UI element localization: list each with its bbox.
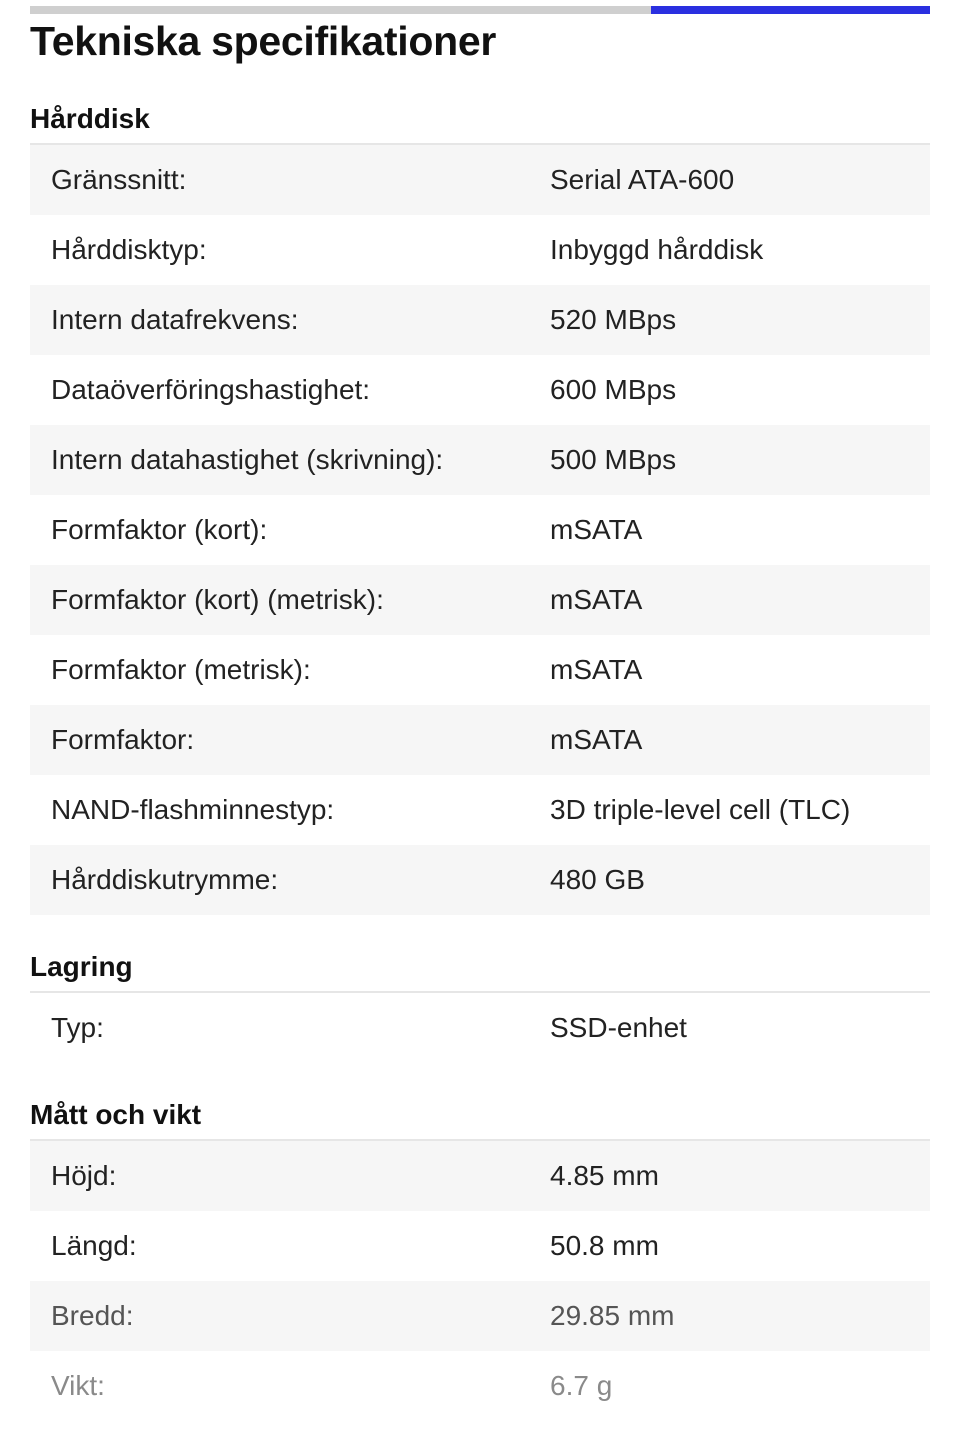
spec-value: 500 MBps xyxy=(550,444,677,475)
spec-label: Dataöverföringshastighet: xyxy=(51,374,371,405)
spec-value: mSATA xyxy=(550,724,643,755)
spec-row xyxy=(30,425,930,495)
section-title-lagring: Lagring xyxy=(30,951,133,982)
spec-label: Formfaktor: xyxy=(51,724,195,755)
spec-label: Formfaktor (kort) (metrisk): xyxy=(51,584,384,615)
spec-label: Hårddiskutrymme: xyxy=(51,864,279,895)
spec-value: SSD-enhet xyxy=(550,1012,687,1043)
spec-label: Intern datafrekvens: xyxy=(51,304,299,335)
spec-value: 50.8 mm xyxy=(550,1230,659,1261)
section-lagring xyxy=(30,943,930,1063)
spec-row xyxy=(30,355,930,425)
scroll-progress-fill xyxy=(651,6,930,14)
spec-row xyxy=(30,1141,930,1211)
spec-label: Längd: xyxy=(51,1230,137,1261)
spec-row xyxy=(30,215,930,285)
spec-value: mSATA xyxy=(550,584,643,615)
spec-value: 4.85 mm xyxy=(550,1160,659,1191)
spec-row xyxy=(30,845,930,915)
spec-label: Gränssnitt: xyxy=(51,164,187,195)
spec-row xyxy=(30,635,930,705)
spec-value: Inbyggd hårddisk xyxy=(550,234,764,265)
spec-value: Serial ATA-600 xyxy=(550,164,735,195)
spec-row xyxy=(30,285,930,355)
spec-row xyxy=(30,1281,930,1351)
spec-value: 29.85 mm xyxy=(550,1300,675,1331)
spec-row xyxy=(30,993,930,1063)
spec-label: Hårddisktyp: xyxy=(51,234,207,265)
spec-label: Formfaktor (metrisk): xyxy=(51,654,311,685)
spec-label: NAND-flashminnestyp: xyxy=(51,794,335,825)
spec-table-lagring xyxy=(30,991,930,1063)
spec-value: 6.7 g xyxy=(550,1370,613,1401)
section-harddisk xyxy=(30,95,930,915)
spec-value: 520 MBps xyxy=(550,304,677,335)
spec-label: Intern datahastighet (skrivning): xyxy=(51,444,444,475)
spec-label: Vikt: xyxy=(51,1370,105,1401)
spec-row xyxy=(30,145,930,215)
spec-label: Höjd: xyxy=(51,1160,117,1191)
spec-value: mSATA xyxy=(550,514,643,545)
spec-value: mSATA xyxy=(550,654,643,685)
section-title-matt-och-vikt: Mått och vikt xyxy=(30,1099,202,1130)
spec-row xyxy=(30,775,930,845)
spec-label: Formfaktor (kort): xyxy=(51,514,268,545)
section-title-harddisk: Hårddisk xyxy=(30,103,150,134)
spec-row xyxy=(30,1351,930,1421)
spec-row xyxy=(30,1211,930,1281)
spec-table-matt-och-vikt xyxy=(30,1139,930,1421)
spec-table-harddisk xyxy=(30,143,930,915)
spec-row xyxy=(30,705,930,775)
spec-label: Bredd: xyxy=(51,1300,134,1331)
page-title: Tekniska specifikationer xyxy=(30,18,497,64)
spec-label: Typ: xyxy=(51,1012,104,1043)
spec-row xyxy=(30,495,930,565)
spec-row xyxy=(30,565,930,635)
spec-value: 3D triple-level cell (TLC) xyxy=(550,794,851,825)
spec-value: 480 GB xyxy=(550,864,645,895)
scroll-progress-bar xyxy=(30,6,930,14)
section-matt-och-vikt xyxy=(30,1091,930,1421)
spec-value: 600 MBps xyxy=(550,374,677,405)
